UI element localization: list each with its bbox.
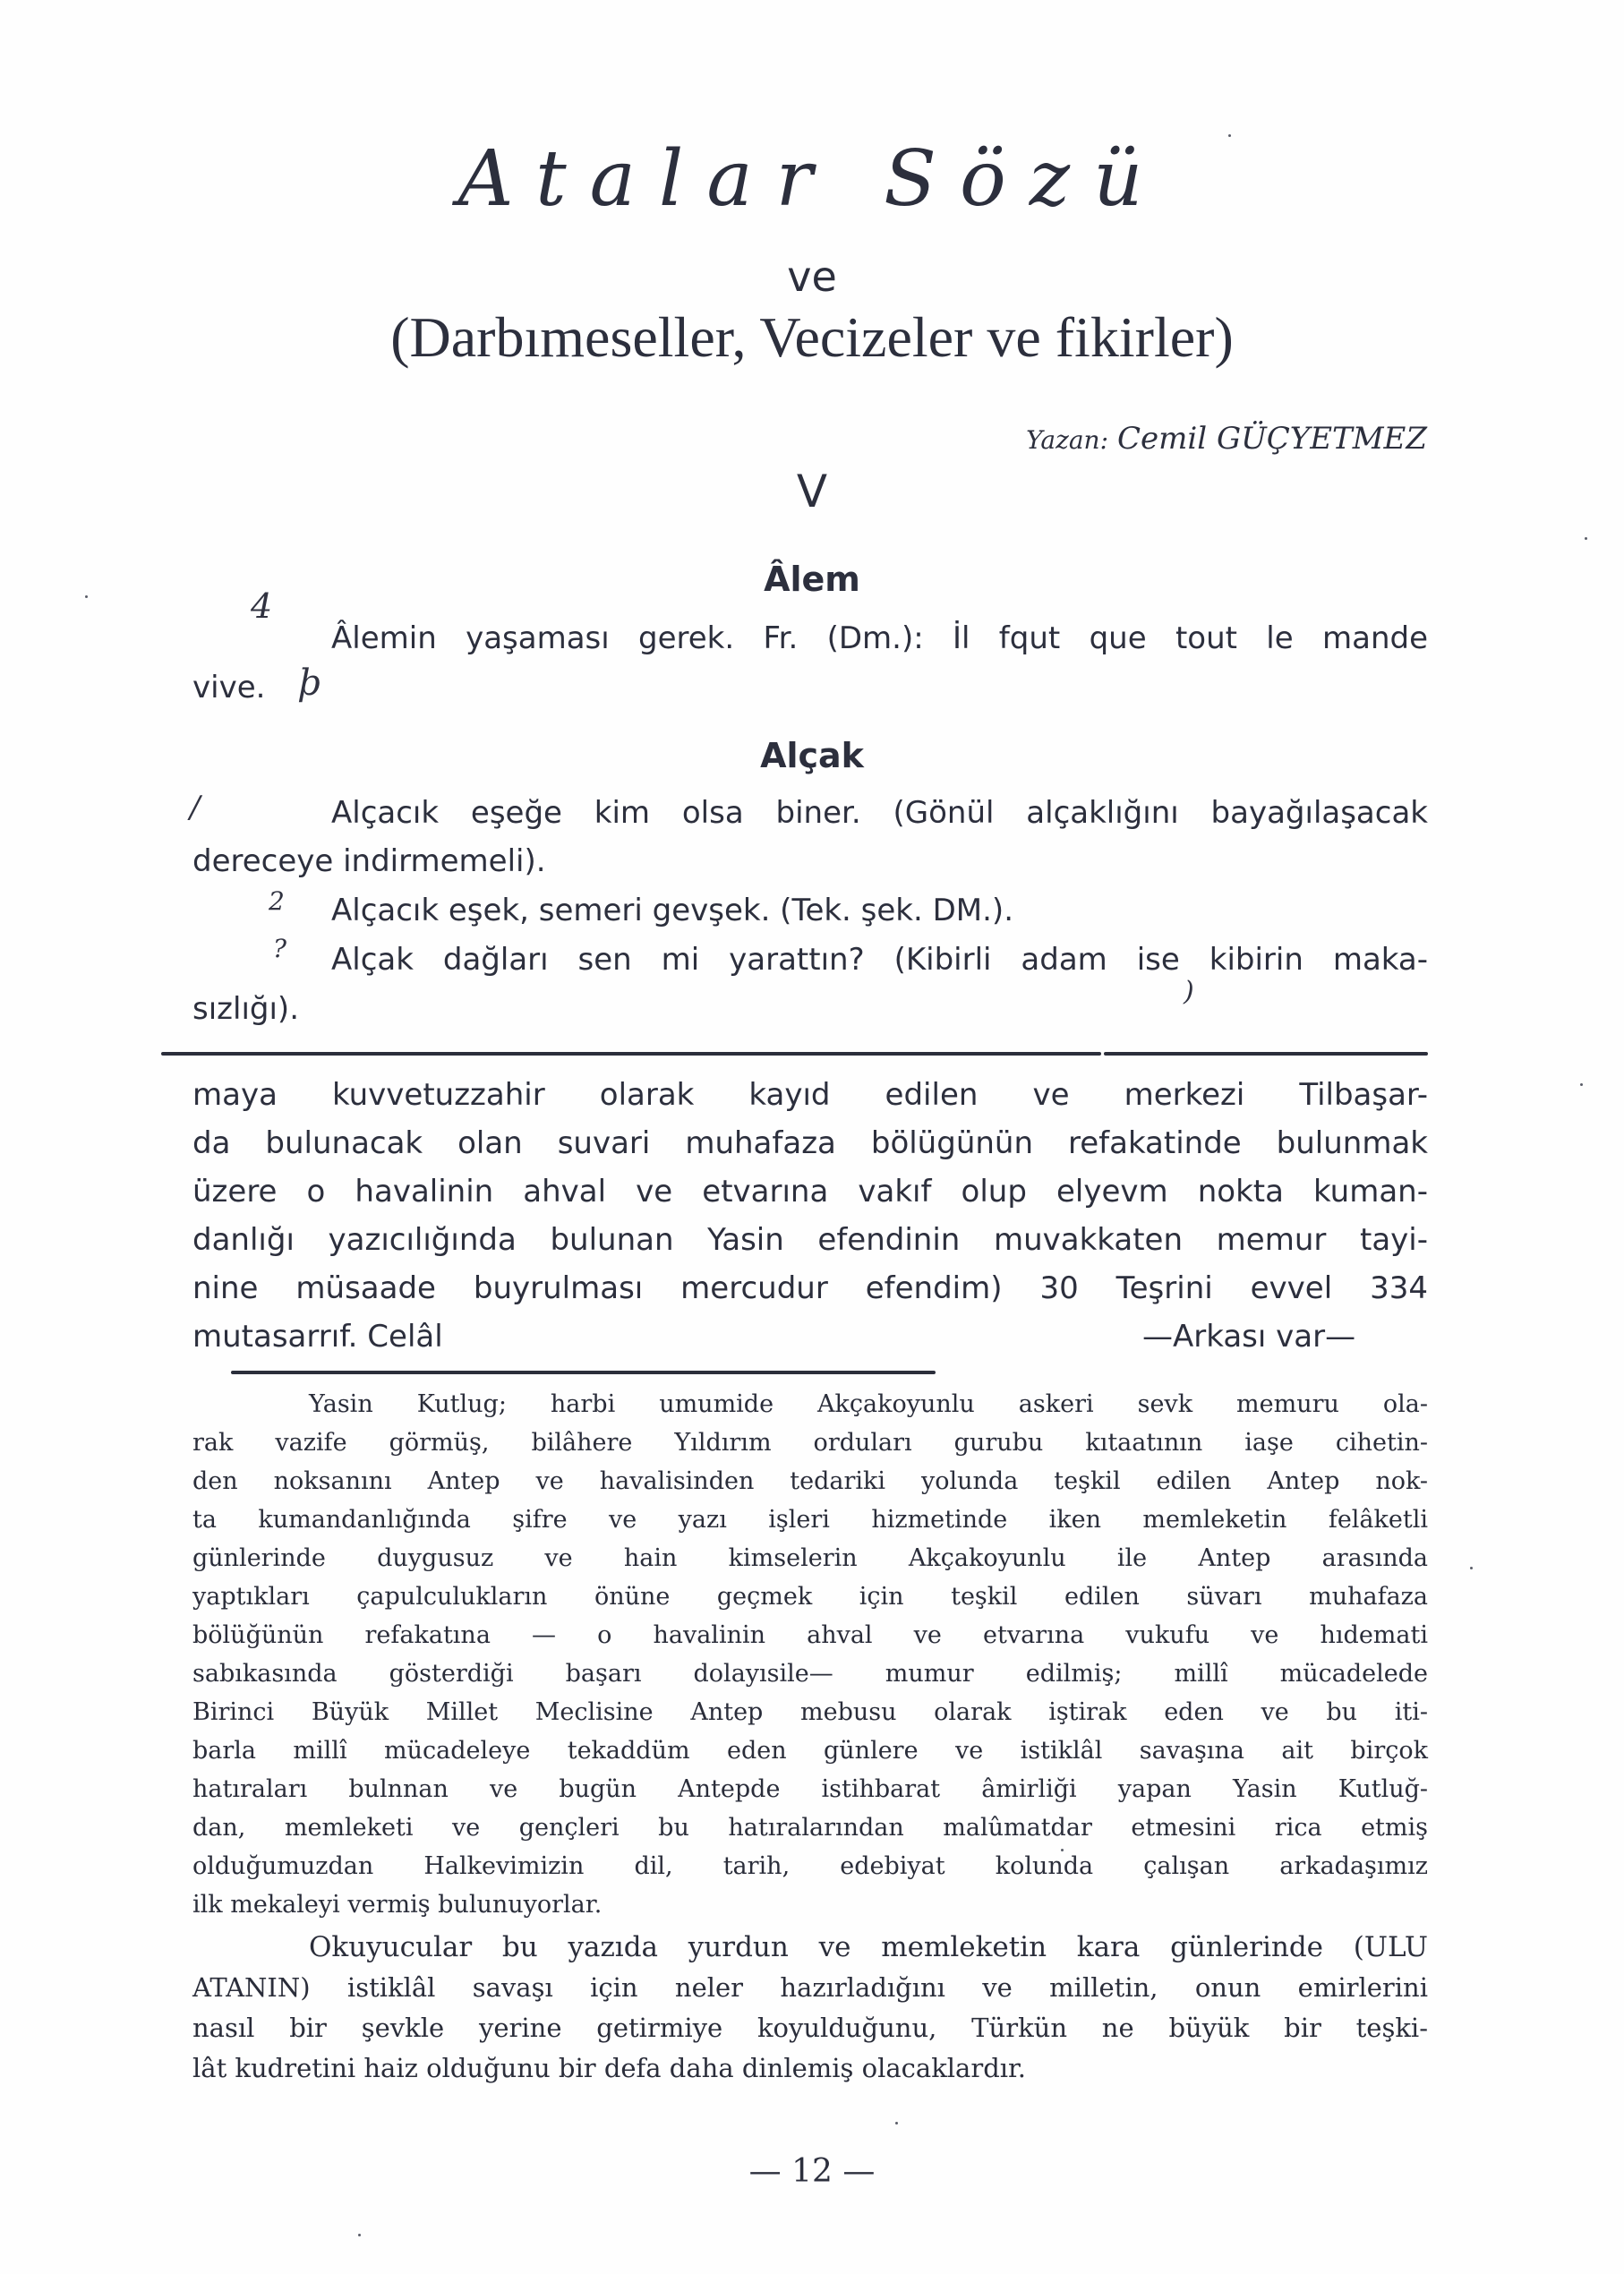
proverb-line: vive. [192,670,266,705]
footnote-line: bölüğünün refakatına — o havalinin ahval ve etvarına vukufu ve hıdemati [192,1621,1428,1649]
continued-text-line: nine müsaade buyrulması mercudur efendim) 30 Teşrini evvel 334 [192,1270,1428,1306]
continued-text-line: da bulunacak olan suvari muhafaza bölügünün refakatinde bulunmak [192,1125,1428,1161]
proverb-line: Alçak dağları sen mi yarattın? (Kibirli adam ise kibirin maka- [331,942,1428,978]
scan-speck [1470,1567,1473,1569]
scan-speck [358,2234,361,2236]
scan-speck [1580,1083,1583,1086]
footnote-line: Birinci Büyük Millet Meclisine Antep mebusu olarak iştirak eden ve bu iti- [192,1698,1428,1726]
footnote-line: den noksanını Antep ve havalisinden tedariki yolunda teşkil edilen Antep nok- [192,1467,1428,1495]
proverb-line: Alçacık eşek, semeri gevşek. (Tek. şek. DM.). [331,893,1013,928]
scan-speck [85,595,88,598]
footnote-divider [231,1371,936,1374]
scan-speck [895,2122,898,2124]
handwritten-mark: þ [298,663,321,704]
handwritten-mark: ) [1184,976,1194,1007]
scan-speck [1228,134,1231,137]
article-subtitle: (Darbımeseller, Vecizeler ve fikirler) [390,305,1234,369]
proverb-line [208,795,1428,831]
footnote-line: dan, memleketi ve gençleri bu hatıralarından malûmatdar etmesini rica etmiş [192,1814,1428,1842]
continued-marker: —Arkası var— [1142,1319,1356,1355]
handwritten-mark: 2 [269,886,285,916]
scan-speck [1061,1849,1064,1851]
author-name: Cemil GÜÇYETMEZ [1117,421,1427,457]
continued-text-line: danlığı yazıcılığında bulunan Yasin efendinin muvakkaten memur tayi- [192,1222,1428,1258]
title-connector: ve [787,252,837,301]
footnote-line: Okuyucular bu yazıda yurdun ve memleketin kara günlerinde (ULU [309,1931,1428,1963]
footnote-line: ilk mekaleyi vermiş bulunuyorlar. [192,1891,603,1919]
author-label: Yazan: [1026,425,1109,455]
continued-text-line: maya kuvvetuzzahir olarak kayıd edilen ve merkezi Tilbaşar- [192,1077,1428,1113]
proverb-line: sızlığı). [192,991,299,1027]
handwritten-mark: 4 [251,586,273,626]
footnote-line: sabıkasında gösterdiği başarı dolayısile— mumur edilmiş; millî mücadelede [192,1660,1428,1688]
footnote-line: ta kumandanlığında şifre ve yazı işleri hizmetinde iken memleketin felâketli [192,1506,1428,1534]
divider-segment [161,1052,858,1056]
handwritten-mark: / [190,790,201,825]
divider-segment [1104,1052,1428,1056]
footnote-line: yaptıkları çapulculukların önüne geçmek için teşkil edilen süvarı muhafaza [192,1583,1428,1611]
continued-text-line: üzere o havalinin ahval ve etvarına vakıf olup elyevm nokta kuman- [192,1174,1428,1210]
footnote-line: hatıraları bulnnan ve bugün Antepde istihbarat âmirliği yapan Yasin Kutluğ- [192,1775,1428,1803]
footnote-line: barla millî mücadeleye tekaddüm eden günlere ve istiklâl savaşına ait birçok [192,1737,1428,1765]
proverb-text: Alçacık eşeğe kim olsa biner. (Gönül alçaklığını bayağılaşacak [331,795,1428,831]
footnote-line: nasıl bir şevkle yerine getirmiye koyulduğunu, Türkün ne büyük bir teşki- [192,2013,1428,2043]
footnote-line: günlerinde duygusuz ve hain kimselerin Akçakoyunlu ile Antep arasında [192,1544,1428,1572]
footnote-line: Yasin Kutlug; harbi umumide Akçakoyunlu askeri sevk memuru ola- [309,1390,1428,1418]
part-number: V [796,466,828,517]
proverb-line: dereceye indirmemeli). [192,843,546,879]
author-byline [1026,421,1427,457]
section-heading-alem: Âlem [764,560,860,599]
handwritten-mark: ? [273,934,287,963]
scan-speck [1585,537,1587,540]
page-number: — 12 — [748,2153,876,2190]
footnote-line: rak vazife görmüş, bilâhere Yıldırım orduları gurubu kıtaatının iaşe cihetin- [192,1429,1428,1457]
signature: mutasarrıf. Celâl [192,1319,443,1355]
divider-segment [854,1052,1101,1056]
footnote-line: lât kudretini haiz olduğunu bir defa daha dinlemiş olacaklardır. [192,2053,1026,2083]
footnote-line: ATANIN) istiklâl savaşı için neler hazırladığını ve milletin, onun emirlerini [192,1972,1428,2003]
article-title: Atalar Sözü [457,134,1167,224]
section-heading-alcak: Alçak [760,736,864,775]
footnote-line: olduğumuzdan Halkevimizin dil, tarih, edebiyat kolunda çalışan arkadaşımız [192,1852,1428,1880]
proverb-line: Âlemin yaşaması gerek. Fr. (Dm.): İl fqut que tout le mande [331,620,1428,656]
